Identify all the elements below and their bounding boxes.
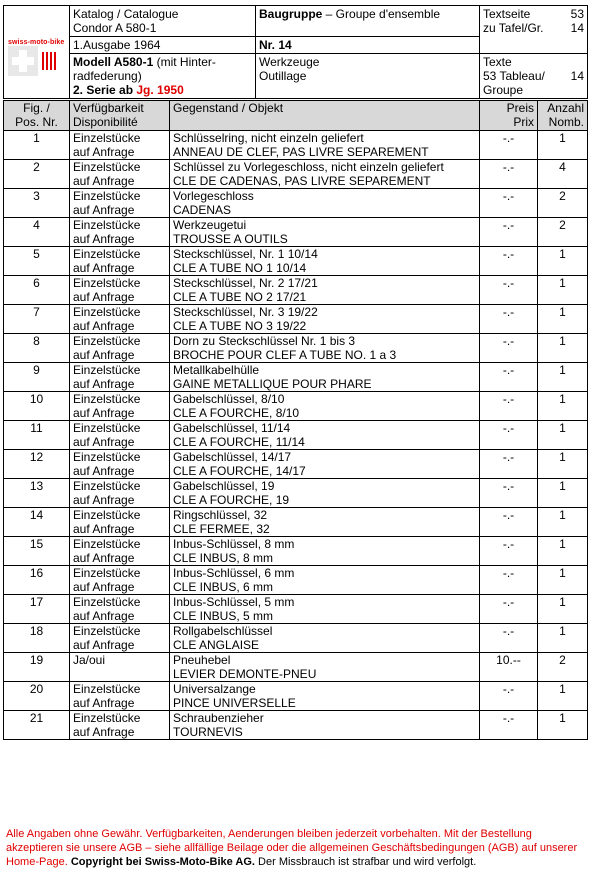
- item-quantity: 1: [538, 537, 588, 566]
- item-description: [170, 421, 480, 450]
- availability: Einzelstücke auf Anfrage: [70, 160, 170, 189]
- series-year: Jg. 1950: [136, 83, 184, 97]
- item-name-de: Inbus-Schlüssel, 5 mm: [173, 595, 295, 609]
- textseite-cell: [480, 6, 588, 54]
- availability: Einzelstücke auf Anfrage: [70, 508, 170, 537]
- table-row: [4, 334, 588, 363]
- copyright-text: Copyright bei Swiss-Moto-Bike AG.: [70, 856, 255, 868]
- fig-number: 9: [4, 363, 70, 392]
- logo-text: swiss-moto-bike: [8, 39, 65, 46]
- tableau-label: 53 Tableau/: [483, 69, 545, 83]
- item-name-fr: CLE A TUBE NO 2 17/21: [173, 290, 307, 304]
- item-quantity: 1: [538, 682, 588, 711]
- item-name-fr: CLE FERMEE, 32: [173, 522, 270, 536]
- item-description: [170, 566, 480, 595]
- item-description: [170, 537, 480, 566]
- item-price: -.-: [480, 450, 538, 479]
- item-quantity: 1: [538, 450, 588, 479]
- item-price: 10.--: [480, 653, 538, 682]
- table-row: [4, 537, 588, 566]
- fig-number: 18: [4, 624, 70, 653]
- col-qty: Anzahl Nomb.: [538, 101, 588, 131]
- fig-number: 10: [4, 392, 70, 421]
- catalog-title: [70, 6, 256, 37]
- table-row: [4, 682, 588, 711]
- disclaimer-text-end: Der Missbrauch ist strafbar und wird verfolgt.: [254, 856, 477, 868]
- table-row: [4, 218, 588, 247]
- item-name-de: Gabelschlüssel, 19: [173, 479, 275, 493]
- item-name-fr: CADENAS: [173, 203, 232, 217]
- tableau-value: 14: [570, 69, 584, 83]
- col-fig: Fig. / Pos. Nr.: [4, 101, 70, 131]
- table-row: [4, 189, 588, 218]
- item-description: [170, 218, 480, 247]
- item-quantity: 4: [538, 160, 588, 189]
- item-description: [170, 305, 480, 334]
- item-name-fr: CLE A TUBE NO 3 19/22: [173, 319, 307, 333]
- item-name-fr: CLE A FOURCHE, 19: [173, 493, 290, 507]
- fig-number: 4: [4, 218, 70, 247]
- table-row: [4, 479, 588, 508]
- item-quantity: 1: [538, 305, 588, 334]
- availability: Einzelstücke auf Anfrage: [70, 537, 170, 566]
- zu-tafel-label: zu Tafel/Gr.: [483, 21, 544, 35]
- item-name-fr: BROCHE POUR CLEF A TUBE NO. 1 a 3: [173, 348, 397, 362]
- table-row: [4, 711, 588, 740]
- item-name-fr: TOURNEVIS: [173, 725, 243, 739]
- item-quantity: 1: [538, 479, 588, 508]
- edition-cell: [70, 37, 256, 54]
- group-label-bold: Baugruppe: [259, 7, 323, 21]
- item-name-de: Gabelschlüssel, 11/14: [173, 421, 291, 435]
- catalog-line1: Katalog / Catalogue: [73, 7, 179, 21]
- availability: Einzelstücke auf Anfrage: [70, 305, 170, 334]
- item-price: -.-: [480, 711, 538, 740]
- item-name-de: Gabelschlüssel, 14/17: [173, 450, 292, 464]
- table-row: [4, 363, 588, 392]
- item-name-de: Steckschlüssel, Nr. 3 19/22: [173, 305, 318, 319]
- item-price: -.-: [480, 131, 538, 160]
- item-price: -.-: [480, 305, 538, 334]
- fig-number: 2: [4, 160, 70, 189]
- disclaimer-footer: [6, 827, 588, 869]
- fig-number: 8: [4, 334, 70, 363]
- item-quantity: 1: [538, 247, 588, 276]
- fig-number: 15: [4, 537, 70, 566]
- zu-tafel-value: 14: [570, 21, 584, 35]
- item-name-fr: GAINE METALLIQUE POUR PHARE: [173, 377, 372, 391]
- table-row: [4, 653, 588, 682]
- item-quantity: 1: [538, 334, 588, 363]
- availability: Einzelstücke auf Anfrage: [70, 363, 170, 392]
- item-description: [170, 131, 480, 160]
- col-item: Gegenstand / Objekt: [170, 101, 480, 131]
- fig-number: 21: [4, 711, 70, 740]
- fig-number: 7: [4, 305, 70, 334]
- group-nr-cell: [256, 37, 480, 54]
- textseite-value: 53: [570, 7, 584, 21]
- item-price: -.-: [480, 392, 538, 421]
- item-name-fr: LEVIER DEMONTE-PNEU: [173, 667, 317, 681]
- swiss-moto-bike-logo: [4, 6, 66, 90]
- item-name-fr: CLE A FOURCHE, 8/10: [173, 406, 300, 420]
- item-price: -.-: [480, 508, 538, 537]
- table-row: [4, 508, 588, 537]
- availability: Einzelstücke auf Anfrage: [70, 682, 170, 711]
- item-name-de: Rollgabelschlüssel: [173, 624, 273, 638]
- groupe-label: Groupe: [483, 83, 524, 97]
- group-label-cell: [256, 6, 480, 37]
- availability: Einzelstücke auf Anfrage: [70, 595, 170, 624]
- model-cell: [70, 54, 256, 99]
- table-header-row: [4, 101, 588, 131]
- item-description: [170, 247, 480, 276]
- fig-number: 20: [4, 682, 70, 711]
- item-description: [170, 711, 480, 740]
- textseite-label: Textseite: [483, 7, 531, 21]
- col-availability: Verfügbarkeit Disponibilité: [70, 101, 170, 131]
- table-row: [4, 247, 588, 276]
- availability: Ja/oui: [70, 653, 170, 682]
- item-price: -.-: [480, 247, 538, 276]
- item-quantity: 1: [538, 711, 588, 740]
- availability: Einzelstücke auf Anfrage: [70, 276, 170, 305]
- item-price: -.-: [480, 624, 538, 653]
- table-row: [4, 276, 588, 305]
- item-name-de: Werkzeugetui: [173, 218, 247, 232]
- item-quantity: 1: [538, 508, 588, 537]
- table-row: [4, 421, 588, 450]
- availability: Einzelstücke auf Anfrage: [70, 218, 170, 247]
- catalog-header: [3, 5, 588, 99]
- item-name-de: Ringschlüssel, 32: [173, 508, 268, 522]
- group-label-rest: – Groupe d'ensemble: [322, 7, 441, 21]
- item-description: [170, 479, 480, 508]
- fig-number: 13: [4, 479, 70, 508]
- item-name-de: Inbus-Schlüssel, 8 mm: [173, 537, 295, 551]
- availability: Einzelstücke auf Anfrage: [70, 189, 170, 218]
- item-name-fr: CLE ANGLAISE: [173, 638, 260, 652]
- item-name-fr: CLE INBUS, 6 mm: [173, 580, 274, 594]
- item-name-de: Universalzange: [173, 682, 256, 696]
- item-name-fr: CLE DE CADENAS, PAS LIVRE SEPAREMENT: [173, 174, 431, 188]
- fig-number: 1: [4, 131, 70, 160]
- texte-cell: [480, 54, 588, 99]
- availability: Einzelstücke auf Anfrage: [70, 566, 170, 595]
- fig-number: 16: [4, 566, 70, 595]
- item-quantity: 1: [538, 566, 588, 595]
- item-price: -.-: [480, 218, 538, 247]
- group-name-fr: Outillage: [259, 69, 307, 83]
- item-description: [170, 189, 480, 218]
- texte-label: Texte: [483, 55, 512, 69]
- item-description: [170, 595, 480, 624]
- disclaimer-text: Alle Angaben ohne Gewähr. Verfügbarkeiten, Aenderungen bleiben jederzeit vorbehalten. Mit der Bestellung akzeptieren sie unsere AGB – siehe allfällige Beilage oder die allgemeinen Geschäftsbedingungen (AGB) auf unserer Home-Page.: [6, 828, 578, 868]
- fig-number: 12: [4, 450, 70, 479]
- item-name-fr: CLE INBUS, 5 mm: [173, 609, 274, 623]
- item-name-de: Gabelschlüssel, 8/10: [173, 392, 285, 406]
- catalog-line2: Condor A 580-1: [73, 21, 157, 35]
- table-row: [4, 450, 588, 479]
- fig-number: 6: [4, 276, 70, 305]
- availability: Einzelstücke auf Anfrage: [70, 450, 170, 479]
- availability: Einzelstücke auf Anfrage: [70, 479, 170, 508]
- item-name-de: Steckschlüssel, Nr. 2 17/21: [173, 276, 318, 290]
- item-price: -.-: [480, 479, 538, 508]
- item-name-de: Vorlegeschloss: [173, 189, 254, 203]
- item-name-fr: ANNEAU DE CLEF, PAS LIVRE SEPAREMENT: [173, 145, 429, 159]
- fig-number: 19: [4, 653, 70, 682]
- item-name-de: Dorn zu Steckschlüssel Nr. 1 bis 3: [173, 334, 356, 348]
- availability: Einzelstücke auf Anfrage: [70, 131, 170, 160]
- item-name-de: Inbus-Schlüssel, 6 mm: [173, 566, 295, 580]
- table-row: [4, 305, 588, 334]
- item-quantity: 1: [538, 276, 588, 305]
- group-name-cell: [256, 54, 480, 99]
- table-row: [4, 131, 588, 160]
- fig-number: 11: [4, 421, 70, 450]
- availability: Einzelstücke auf Anfrage: [70, 624, 170, 653]
- item-name-de: Metallkabelhülle: [173, 363, 260, 377]
- item-quantity: 2: [538, 189, 588, 218]
- item-name-de: Pneuhebel: [173, 653, 231, 667]
- item-description: [170, 276, 480, 305]
- item-quantity: 1: [538, 392, 588, 421]
- item-name-de: Steckschlüssel, Nr. 1 10/14: [173, 247, 318, 261]
- table-row: [4, 624, 588, 653]
- model-desc: (mit Hinter-radfederung): [73, 55, 216, 83]
- table-row: [4, 160, 588, 189]
- table-row: [4, 595, 588, 624]
- item-description: [170, 682, 480, 711]
- item-name-fr: CLE A TUBE NO 1 10/14: [173, 261, 307, 275]
- item-price: -.-: [480, 160, 538, 189]
- col-price: Preis Prix: [480, 101, 538, 131]
- item-price: -.-: [480, 334, 538, 363]
- item-description: [170, 334, 480, 363]
- item-price: -.-: [480, 363, 538, 392]
- availability: Einzelstücke auf Anfrage: [70, 392, 170, 421]
- item-name-fr: TROUSSE A OUTILS: [173, 232, 288, 246]
- table-row: [4, 392, 588, 421]
- item-name-de: Schlüsselring, nicht einzeln geliefert: [173, 131, 364, 145]
- group-name-de: Werkzeuge: [259, 55, 320, 69]
- item-quantity: 1: [538, 421, 588, 450]
- table-row: [4, 566, 588, 595]
- item-price: -.-: [480, 421, 538, 450]
- item-description: [170, 508, 480, 537]
- availability: Einzelstücke auf Anfrage: [70, 247, 170, 276]
- edition-text: 1.Ausgabe 1964: [73, 38, 161, 52]
- model-name: Modell A580-1: [73, 55, 154, 69]
- item-price: -.-: [480, 566, 538, 595]
- swiss-cross-icon: [8, 46, 62, 78]
- item-description: [170, 392, 480, 421]
- availability: Einzelstücke auf Anfrage: [70, 334, 170, 363]
- series-label: 2. Serie ab: [73, 83, 137, 97]
- item-quantity: 1: [538, 363, 588, 392]
- item-description: [170, 160, 480, 189]
- item-name-de: Schraubenzieher: [173, 711, 264, 725]
- item-price: -.-: [480, 276, 538, 305]
- item-description: [170, 653, 480, 682]
- item-name-fr: CLE INBUS, 8 mm: [173, 551, 274, 565]
- fig-number: 17: [4, 595, 70, 624]
- item-quantity: 2: [538, 218, 588, 247]
- item-quantity: 1: [538, 595, 588, 624]
- item-quantity: 2: [538, 653, 588, 682]
- parts-table: [3, 100, 588, 740]
- availability: Einzelstücke auf Anfrage: [70, 421, 170, 450]
- item-price: -.-: [480, 189, 538, 218]
- item-quantity: 1: [538, 624, 588, 653]
- item-description: [170, 624, 480, 653]
- fig-number: 3: [4, 189, 70, 218]
- fig-number: 5: [4, 247, 70, 276]
- group-nr: Nr. 14: [259, 38, 292, 52]
- item-price: -.-: [480, 595, 538, 624]
- item-description: [170, 450, 480, 479]
- item-description: [170, 363, 480, 392]
- item-price: -.-: [480, 682, 538, 711]
- item-price: -.-: [480, 537, 538, 566]
- item-name-fr: CLE A FOURCHE, 11/14: [173, 435, 305, 449]
- item-name-fr: CLE A FOURCHE, 14/17: [173, 464, 306, 478]
- item-name-de: Schlüssel zu Vorlegeschloss, nicht einzeln geliefert: [173, 160, 444, 174]
- item-name-fr: PINCE UNIVERSELLE: [173, 696, 296, 710]
- availability: Einzelstücke auf Anfrage: [70, 711, 170, 740]
- fig-number: 14: [4, 508, 70, 537]
- logo-cell: [4, 6, 70, 99]
- item-quantity: 1: [538, 131, 588, 160]
